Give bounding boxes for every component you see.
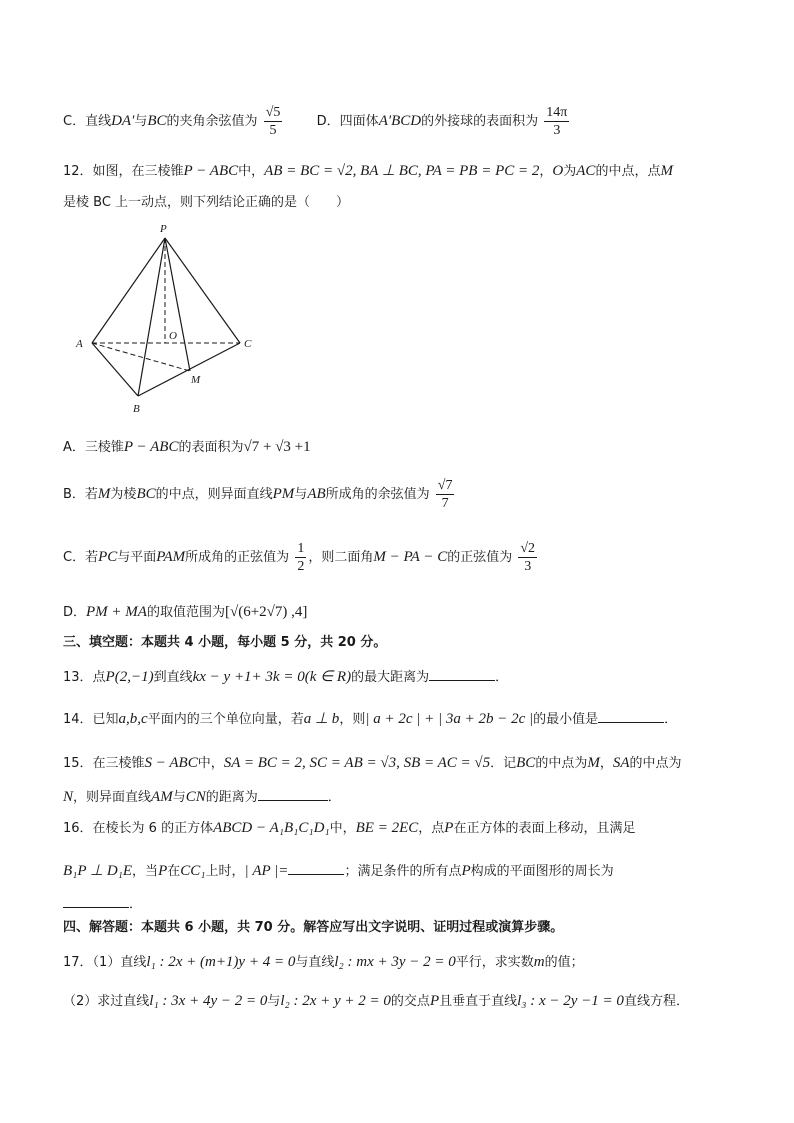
edge-pb xyxy=(138,238,165,396)
q12-option-d: D．PM + MA的取值范围为[√(6+2√7) ,4] xyxy=(63,604,308,620)
q16-line3: ． xyxy=(63,893,142,915)
q12-option-b: B．若M为棱BC的中点，则异面直线PM与AB所成角的余弦值为 $\frac{√7}{7}$ xyxy=(63,478,453,511)
q16-answer-blank-1[interactable] xyxy=(288,860,344,875)
q15-line1: 15．在三棱锥S − ABC中，SA = BC = 2, SC = AB = √3, SB = AC = √5．记BC的中点为M，SA的中点为 xyxy=(63,755,682,771)
edge-pc xyxy=(165,238,240,343)
section-4-heading: 四、解答题：本题共 6 小题，共 70 分。解答应写出文字说明、证明过程或演算步骤。 xyxy=(63,920,564,935)
section-3-heading: 三、填空题：本题共 4 小题，每小题 5 分，共 20 分。 xyxy=(63,635,387,650)
q14-answer-blank[interactable] xyxy=(598,708,664,723)
edge-pm xyxy=(165,238,190,371)
q16-answer-blank-2[interactable] xyxy=(63,893,129,908)
q13-answer-blank[interactable] xyxy=(429,666,495,681)
q12-option-a: A．三棱锥P − ABC的表面积为√7 + √3 +1 xyxy=(63,439,311,455)
q12-stem-line1: 12．如图，在三棱锥P − ABC中，AB = BC = √2, BA ⊥ BC, PA = PB = PC = 2，O为AC的中点，点M xyxy=(63,163,673,179)
label-m: M xyxy=(191,374,201,386)
label-o: O xyxy=(169,330,177,342)
q12-option-c: C．若PC与平面PAM所成角的正弦值为 $\frac{1}{2}$ ，则二面角M − PA − C的正弦值为 $\frac{√2}{3}$ xyxy=(63,541,536,574)
q11-options-cd: C．直线DA′与BC的夹角余弦值为 $\frac{√5}{5}$ D．四面体A′BCD的外接球的表面积为 $\frac{14\pi}{3}$ xyxy=(63,105,568,138)
tetrahedron-figure xyxy=(70,218,270,418)
q12c-fraction-1: $\frac{1}{2}$ xyxy=(297,541,305,574)
label-a: A xyxy=(76,338,83,350)
edge-pa xyxy=(92,238,165,343)
label-c: C xyxy=(244,338,252,350)
q17-part1: 17．（1）直线l₁ : 2x + (m+1)y + 4 = 0与直线l₂ : mx + 3y − 2 = 0平行，求实数m的值； xyxy=(63,954,584,970)
edge-ab xyxy=(92,343,138,396)
q13: 13．点P(2,−1)到直线kx − y +1+ 3k = 0(k ∈ R)的最大距离为 ． xyxy=(63,666,508,688)
q16-line2: B₁P ⊥ D₁E，当P在CC₁上时，| AP |= ；满足条件的所有点P构成的平面图形的周长为 xyxy=(63,860,614,882)
label-b: B xyxy=(133,403,140,415)
q12b-fraction: $\frac{√7}{7}$ xyxy=(437,478,453,511)
q12c-fraction-2: $\frac{√2}{3}$ xyxy=(520,541,536,574)
q15-answer-blank[interactable] xyxy=(258,786,328,801)
q17-part2: （2）求过直线l₁ : 3x + 4y − 2 = 0与l₂ : 2x + y + 2 = 0的交点P且垂直于直线l₃ : x − 2y −1 = 0直线方程． xyxy=(63,993,689,1009)
edge-bc xyxy=(138,343,240,396)
q11d-fraction: $\frac{14\pi}{3}$ xyxy=(546,105,568,138)
q12-stem-line2: 是棱 BC 上一动点，则下列结论正确的是（ ） xyxy=(63,195,350,210)
q11c-fraction: $\frac{√5}{5}$ xyxy=(265,105,281,138)
edge-am-hidden xyxy=(92,343,190,371)
q15-line2: N，则异面直线AM与CN的距离为 ． xyxy=(63,786,341,808)
q16-line1: 16．在棱长为 6 的正方体ABCD − A₁B₁C₁D₁中，BE = 2EC，点P在正方体的表面上移动，且满足 xyxy=(63,820,636,836)
q14: 14．已知a,b,c平面内的三个单位向量，若a ⊥ b，则| a + 2c | + | 3a + 2b − 2c |的最小值是 ． xyxy=(63,708,677,730)
label-p: P xyxy=(160,223,167,235)
